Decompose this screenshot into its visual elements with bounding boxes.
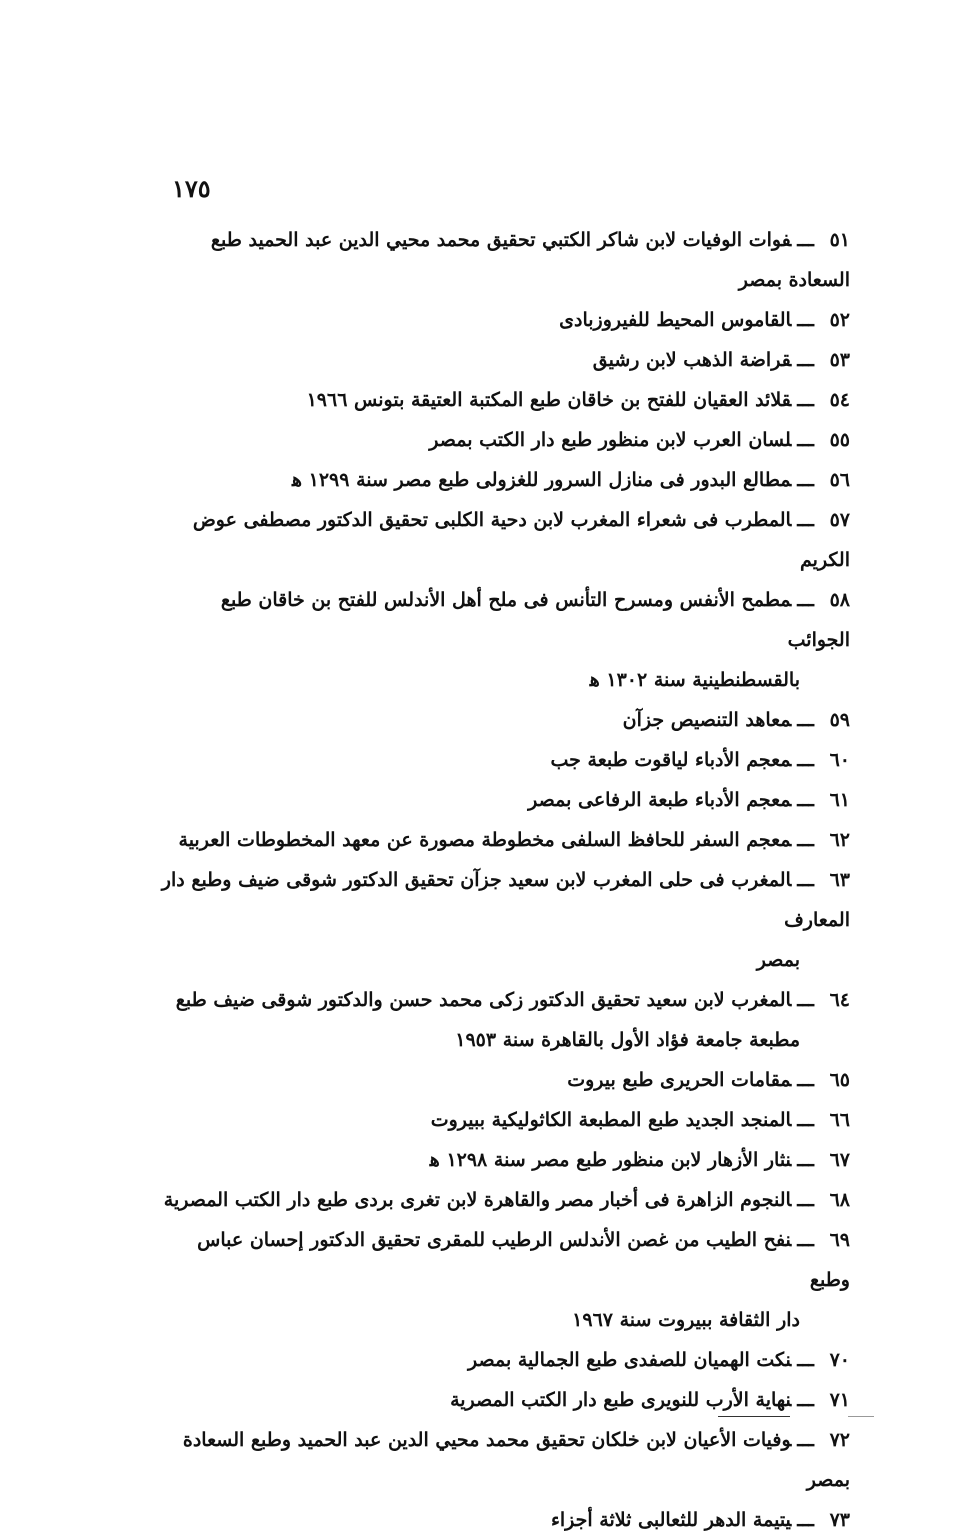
list-item [160, 860, 850, 940]
entry-continuation: بالقسطنطينية سنة ١٣٠٢ ﻫ [589, 669, 800, 691]
list-item [160, 740, 850, 780]
entry-number: ٦٣ [829, 869, 850, 891]
entry-number: ٦٤ [829, 989, 850, 1011]
entry-text: نفح الطيب من غصن الأندلس الرطيب للمقرى تحقيق الدكتور إحسان عباس وطبع [197, 1229, 850, 1291]
list-item [160, 300, 850, 340]
entry-dash: ـــ [797, 829, 814, 851]
list-item [160, 980, 850, 1020]
entry-number: ٥٧ [829, 509, 850, 531]
entry-dash: ـــ [797, 1229, 814, 1251]
entry-text: قلائد العقيان للفتح بن خاقان طبع المكتبة العتيقة بتونس ١٩٦٦ [306, 389, 792, 411]
entry-text: المنجد الجديد طبع المطبعة الكاثوليكية ببيروت [430, 1109, 792, 1131]
entry-number: ٦٢ [829, 829, 850, 851]
entry-text: النجوم الزاهرة فى أخبار مصر والقاهرة لابن تغرى بردى طبع دار الكتب المصرية [163, 1189, 792, 1211]
entry-dash: ـــ [797, 389, 814, 411]
entry-number: ٦٥ [829, 1069, 850, 1091]
list-item [160, 580, 850, 660]
entry-text: يتيمة الدهر للثعالبى ثلاثة أجزاء [550, 1509, 792, 1531]
entry-number: ٦٠ [829, 749, 850, 771]
list-item [160, 1500, 850, 1540]
entry-dash: ـــ [797, 1069, 814, 1091]
entry-number: ٦٩ [829, 1229, 850, 1251]
entry-dash: ـــ [797, 229, 814, 251]
entry-dash: ـــ [797, 1509, 814, 1531]
list-item [160, 1420, 850, 1500]
entry-dash: ـــ [797, 349, 814, 371]
entry-number: ٥٩ [829, 709, 850, 731]
entry-text: نكت الهميان للصفدى طبع الجمالية بمصر [468, 1349, 792, 1371]
entry-dash: ـــ [797, 869, 814, 891]
entry-text: المغرب فى حلى المغرب لابن سعيد جزآن تحقيق الدكتور شوقى ضيف وطبع دار المعارف [161, 869, 850, 931]
list-item [160, 220, 850, 300]
list-item [160, 700, 850, 740]
entry-text: المغرب لابن سعيد تحقيق الدكتور زكى محمد حسن والدكتور شوقى ضيف طبع [175, 989, 792, 1011]
entry-dash: ـــ [797, 429, 814, 451]
entry-number: ٥٤ [829, 389, 850, 411]
page-number: ١٧٥ [172, 174, 211, 203]
entry-number: ٥٢ [829, 309, 850, 331]
entry-dash: ـــ [797, 1189, 814, 1211]
list-item [160, 460, 850, 500]
entry-number: ٥٦ [829, 469, 850, 491]
entry-number: ٧٠ [829, 1349, 850, 1371]
entry-number: ٧٢ [829, 1429, 850, 1451]
entry-text: معاهد التنصيص جزآن [622, 709, 792, 731]
entry-number: ٥٨ [829, 589, 850, 611]
entry-number: ٥٥ [829, 429, 850, 451]
list-item [160, 420, 850, 460]
entry-number: ٥١ [829, 229, 850, 251]
entry-text: مقامات الحريرى طبع بيروت [567, 1069, 792, 1091]
entry-number: ٦١ [829, 789, 850, 811]
entry-dash: ـــ [797, 749, 814, 771]
entry-dash: ـــ [797, 469, 814, 491]
entry-continuation: دار الثقافة ببيروت سنة ١٩٦٧ [572, 1309, 800, 1331]
entry-text: معجم السفر للحافظ السلفى مخطوطة مصورة عن معهد المخطوطات العربية [178, 829, 792, 851]
bibliography-list [160, 220, 850, 1540]
list-item [160, 1060, 850, 1100]
entry-text: معجم الأدباء لياقوت طبعة جب [550, 749, 792, 771]
entry-text: مطمح الأنفس ومسرح التأنس فى ملح أهل الأندلس للفتح بن خاقان طبع الجوائب [220, 589, 850, 651]
entry-dash: ـــ [797, 1149, 814, 1171]
list-item [160, 1340, 850, 1380]
entry-dash: ـــ [797, 309, 814, 331]
list-item [160, 1100, 850, 1140]
entry-dash: ـــ [797, 1429, 814, 1451]
entry-dash: ـــ [797, 789, 814, 811]
list-item [160, 1140, 850, 1180]
entry-dash: ـــ [797, 1389, 814, 1411]
footer-rule [718, 1416, 790, 1417]
entry-text: معجم الأدباء طبعة الرفاعى بمصر [528, 789, 792, 811]
entry-text: نثار الأزهار لابن منظور طبع مصر سنة ١٢٩٨ ﻫ [429, 1149, 792, 1171]
list-item [160, 780, 850, 820]
entry-dash: ـــ [797, 509, 814, 531]
footer-rule-faint [848, 1416, 874, 1417]
list-item [160, 820, 850, 860]
entry-number: ٥٣ [829, 349, 850, 371]
list-item [160, 500, 850, 580]
entry-number: ٦٦ [829, 1109, 850, 1131]
entry-text: المطرب فى شعراء المغرب لابن دحية الكلبى تحقيق الدكتور مصطفى عوض الكريم [192, 509, 850, 571]
entry-continuation: بمصر [756, 949, 800, 971]
entry-number: ٦٧ [829, 1149, 850, 1171]
entry-number: ٦٨ [829, 1189, 850, 1211]
entry-dash: ـــ [797, 989, 814, 1011]
list-item [160, 1380, 850, 1420]
entry-text: قراضة الذهب لابن رشيق [592, 349, 792, 371]
entry-dash: ـــ [797, 589, 814, 611]
entry-dash: ـــ [797, 709, 814, 731]
entry-dash: ـــ [797, 1349, 814, 1371]
list-item [160, 380, 850, 420]
list-item [160, 1180, 850, 1220]
entry-number: ٧١ [829, 1389, 850, 1411]
entry-number: ٧٣ [829, 1509, 850, 1531]
list-item [160, 1220, 850, 1300]
entry-text: وفيات الأعيان لابن خلكان تحقيق محمد محيي الدين عبد الحميد وطبع السعادة بمصر [182, 1429, 850, 1491]
entry-text: فوات الوفيات لابن شاكر الكتبي تحقيق محمد محيي الدين عبد الحميد طبع السعادة بمصر [210, 229, 850, 291]
entry-continuation: مطبعة جامعة فؤاد الأول بالقاهرة سنة ١٩٥٣ [455, 1029, 800, 1051]
entry-text: نهاية الأرب للنويرى طبع دار الكتب المصرية [450, 1389, 792, 1411]
entry-text: لسان العرب لابن منظور طبع دار الكتب بمصر [429, 429, 792, 451]
entry-text: مطالع البدور فى منازل السرور للغزولى طبع مصر سنة ١٢٩٩ ﻫ [291, 469, 792, 491]
entry-dash: ـــ [797, 1109, 814, 1131]
entry-text: القاموس المحيط للفيروزبادى [559, 309, 792, 331]
list-item [160, 340, 850, 380]
